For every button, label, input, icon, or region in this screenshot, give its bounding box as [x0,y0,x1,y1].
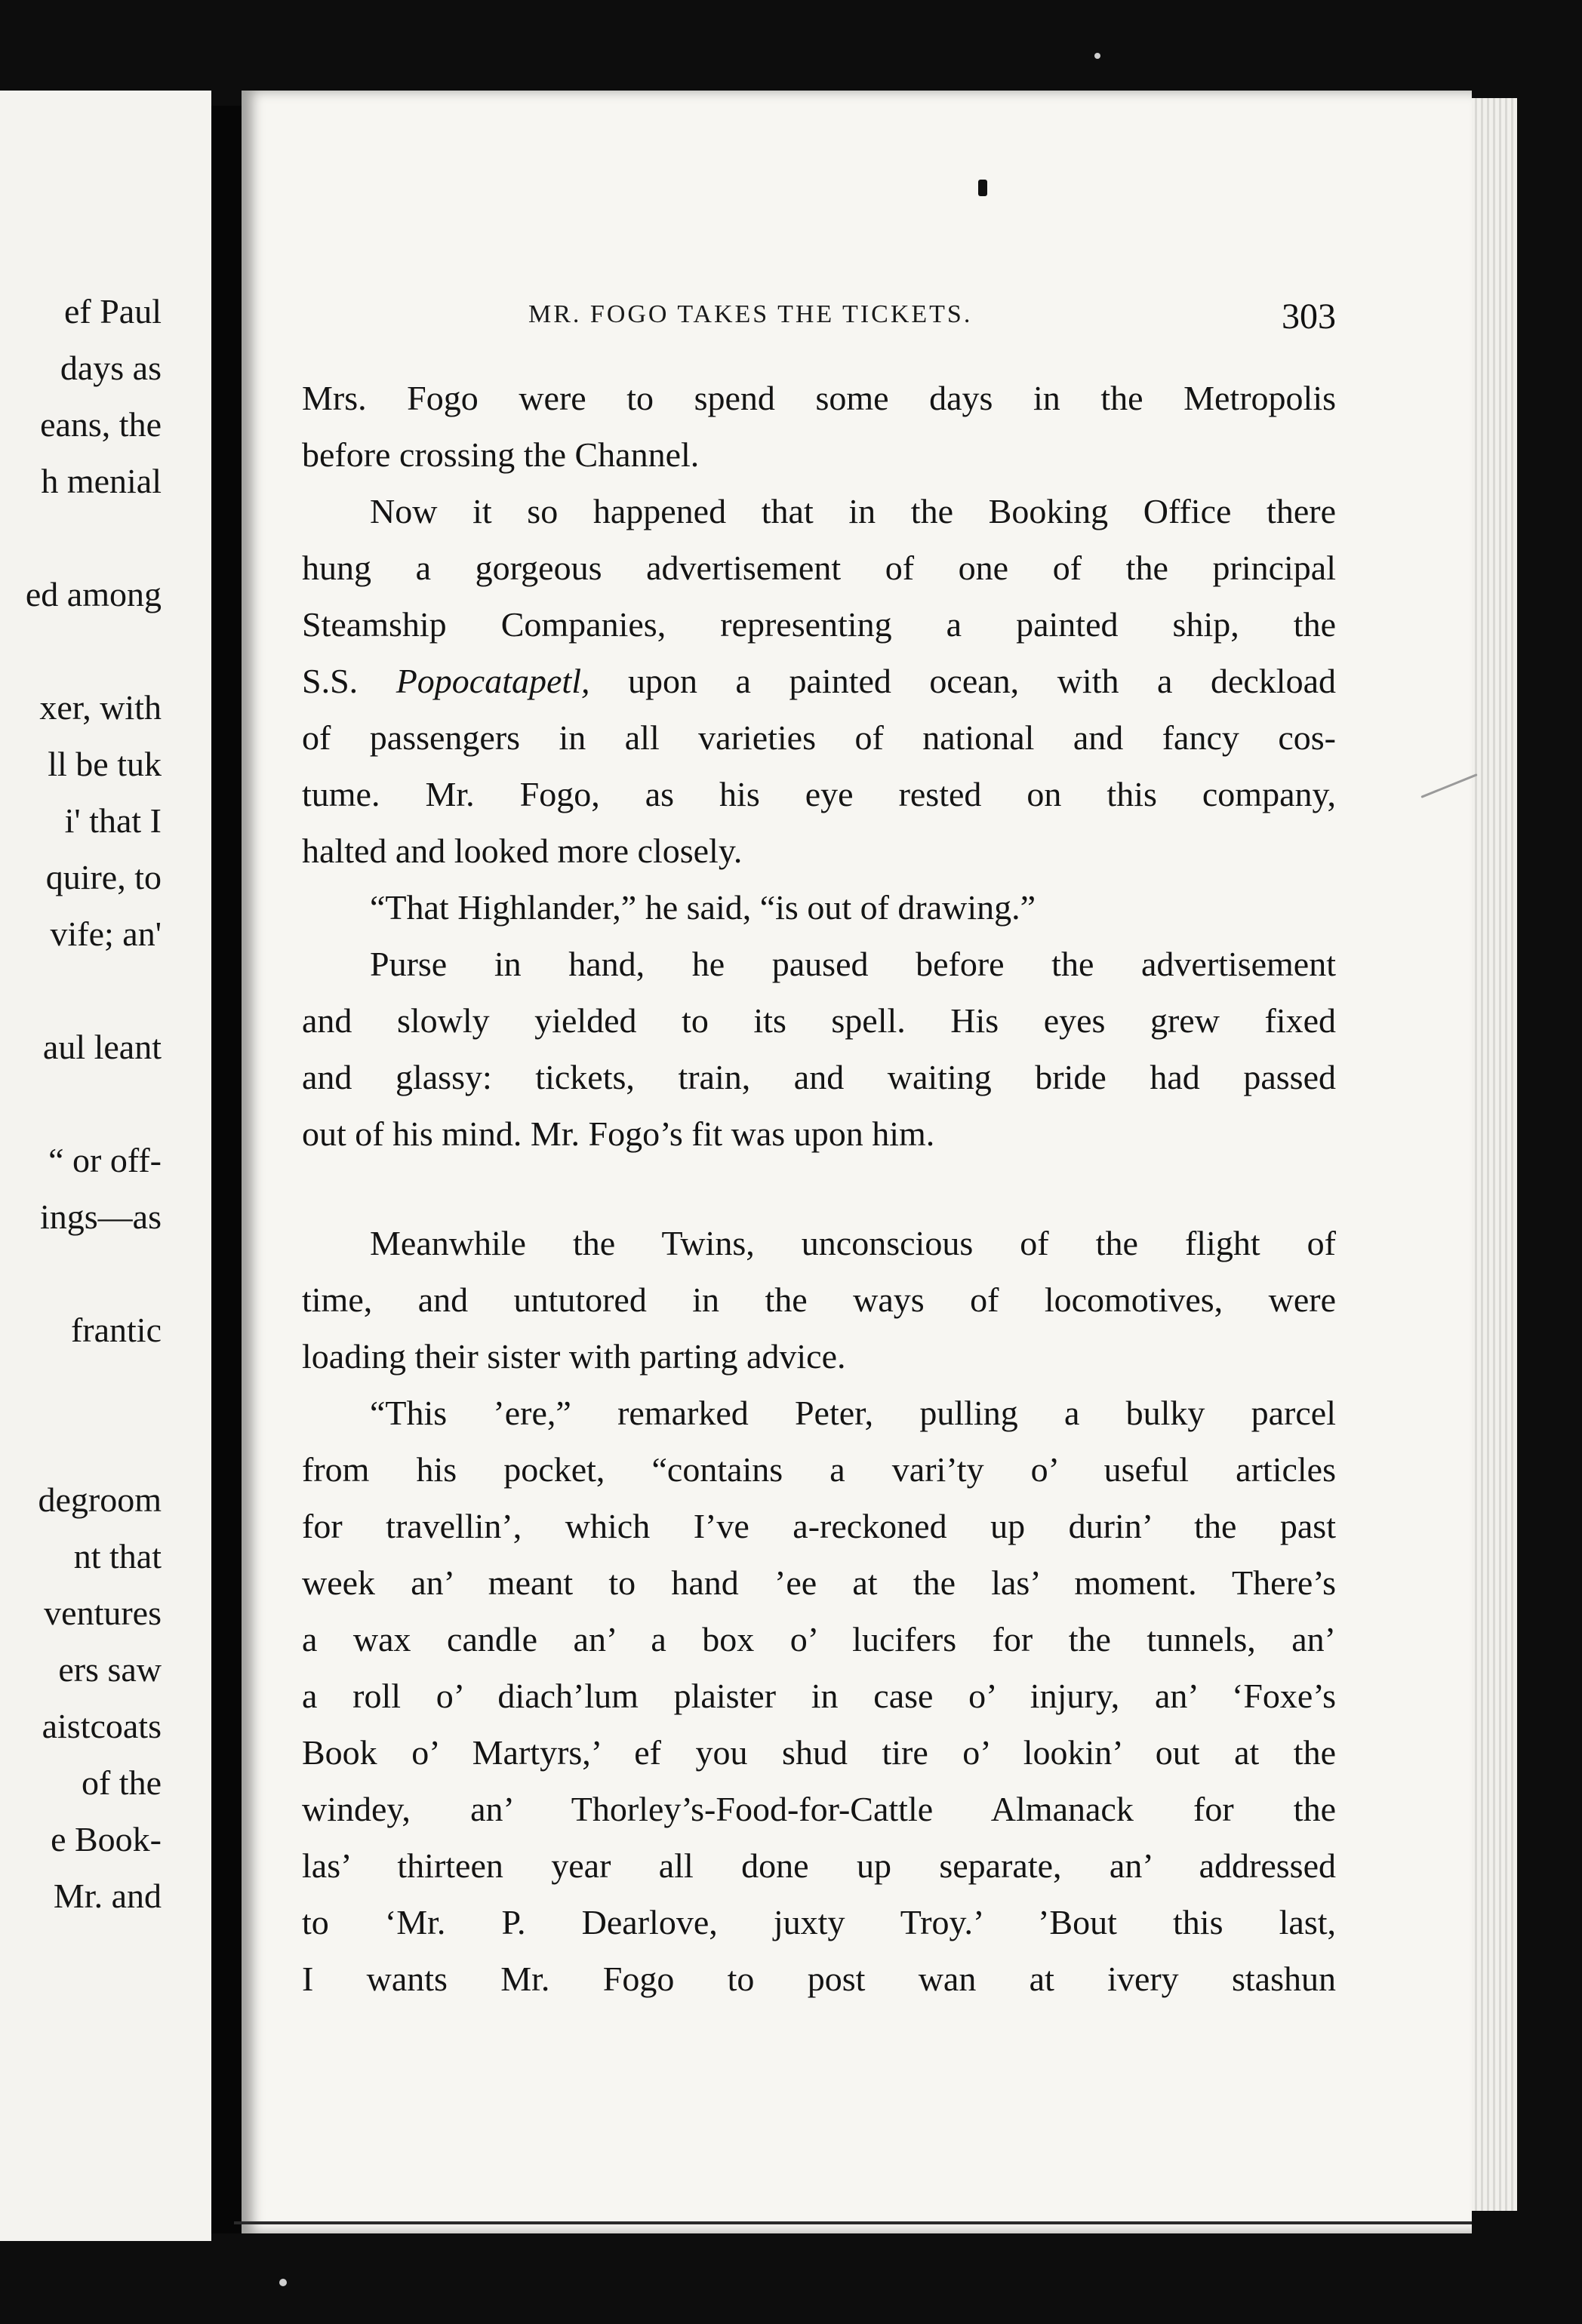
text-line: to ‘Mr. P. Dearlove, juxty Troy.’ ’Bout this last, [302,1903,1336,1941]
text-line: of passengers in all varieties of national and fancy cos- [302,718,1336,757]
text-line: Purse in hand, he paused before the advertisement [370,945,1336,983]
previous-page-line: nt that [73,1537,162,1575]
text-line: las’ thirteen year all done up separate, an’ addressed [302,1846,1336,1885]
body-text [302,370,1336,2007]
previous-page-line: vife; an' [50,915,162,953]
text-line: I wants Mr. Fogo to post wan at ivery stashun [302,1960,1336,1998]
text-line: halted and looked more closely. [302,832,743,870]
dust-speck [279,2279,287,2286]
text-line: for travellin’, which I’ve a-reckoned up durin’ the past [302,1507,1336,1545]
text-span: S.S. [302,662,396,700]
previous-page-line: xer, with [39,688,162,727]
previous-page-line: of the [81,1763,162,1802]
previous-page-line: frantic [70,1311,162,1349]
text-line: hung a gorgeous advertisement of one of the principal [302,549,1336,587]
previous-page-line: e Book- [51,1820,162,1858]
text-line: windey, an’ Thorley’s-Food-for-Cattle Almanack for the [302,1790,1336,1828]
text-line: Meanwhile the Twins, unconscious of the flight of [370,1224,1336,1262]
previous-page-line: h menial [41,462,162,500]
text-line: out of his mind. Mr. Fogo’s fit was upon him. [302,1114,935,1153]
previous-page-line: quire, to [45,858,162,896]
text-line: time, and untutored in the ways of locomotives, were [302,1280,1336,1319]
previous-page-line: Mr. and [53,1877,162,1915]
previous-page-line: i' that I [64,801,162,840]
text-line: Steamship Companies, representing a painted ship, the [302,605,1336,644]
page-bottom-edge [234,2221,1472,2224]
text-line: and glassy: tickets, train, and waiting bride had passed [302,1058,1336,1096]
previous-page-line: ed among [25,575,162,613]
previous-page-line: degroom [38,1480,162,1519]
text-line: Book o’ Martyrs,’ ef you shud tire o’ lookin’ out at the [302,1733,1336,1772]
text-line: a roll o’ diach’lum plaister in case o’ injury, an’ ‘Foxe’s [302,1677,1336,1715]
previous-page-line: eans, the [40,405,162,444]
dust-speck [1094,53,1100,59]
page-header [528,296,1343,341]
text-line: Mrs. Fogo were to spend some days in the Metropolis [302,379,1336,417]
previous-page-line: ef Paul [63,292,162,330]
text-line: loading their sister with parting advice. [302,1337,846,1376]
page-number: 303 [1282,297,1336,337]
previous-page-line: aistcoats [42,1707,162,1745]
previous-page-line: “ or off- [48,1141,162,1179]
text-line: “This ’ere,” remarked Peter, pulling a bulky parcel [370,1394,1336,1432]
previous-page-line: ll be tuk [48,745,162,783]
section-break [302,1162,1336,1215]
text-span: upon a painted ocean, with a deckload [589,662,1336,700]
text-line [302,653,1336,709]
printing-mark [978,180,987,196]
text-line: from his pocket, “contains a vari’ty o’ useful articles [302,1450,1336,1489]
previous-page-fragment [0,91,211,2241]
text-line: and slowly yielded to its spell. His eyes grew fixed [302,1001,1336,1040]
running-head: MR. FOGO TAKES THE TICKETS. [528,300,973,328]
text-line: a wax candle an’ a box o’ lucifers for the tunnels, an’ [302,1620,1336,1658]
ship-name: Popocatapetl, [396,662,590,700]
text-line: before crossing the Channel. [302,435,700,474]
previous-page-line: aul leant [42,1028,162,1066]
text-line: Now it so happened that in the Booking Office there [370,492,1336,530]
previous-page-line: ventures [44,1594,162,1632]
previous-page-line: days as [60,349,162,387]
previous-page-line: ers saw [58,1650,162,1689]
text-line: tume. Mr. Fogo, as his eye rested on this company, [302,775,1336,813]
previous-page-line: ings—as [40,1197,162,1236]
text-line: week an’ meant to hand ’ee at the las’ moment. There’s [302,1563,1336,1602]
text-line: “That Highlander,” he said, “is out of drawing.” [370,888,1036,927]
